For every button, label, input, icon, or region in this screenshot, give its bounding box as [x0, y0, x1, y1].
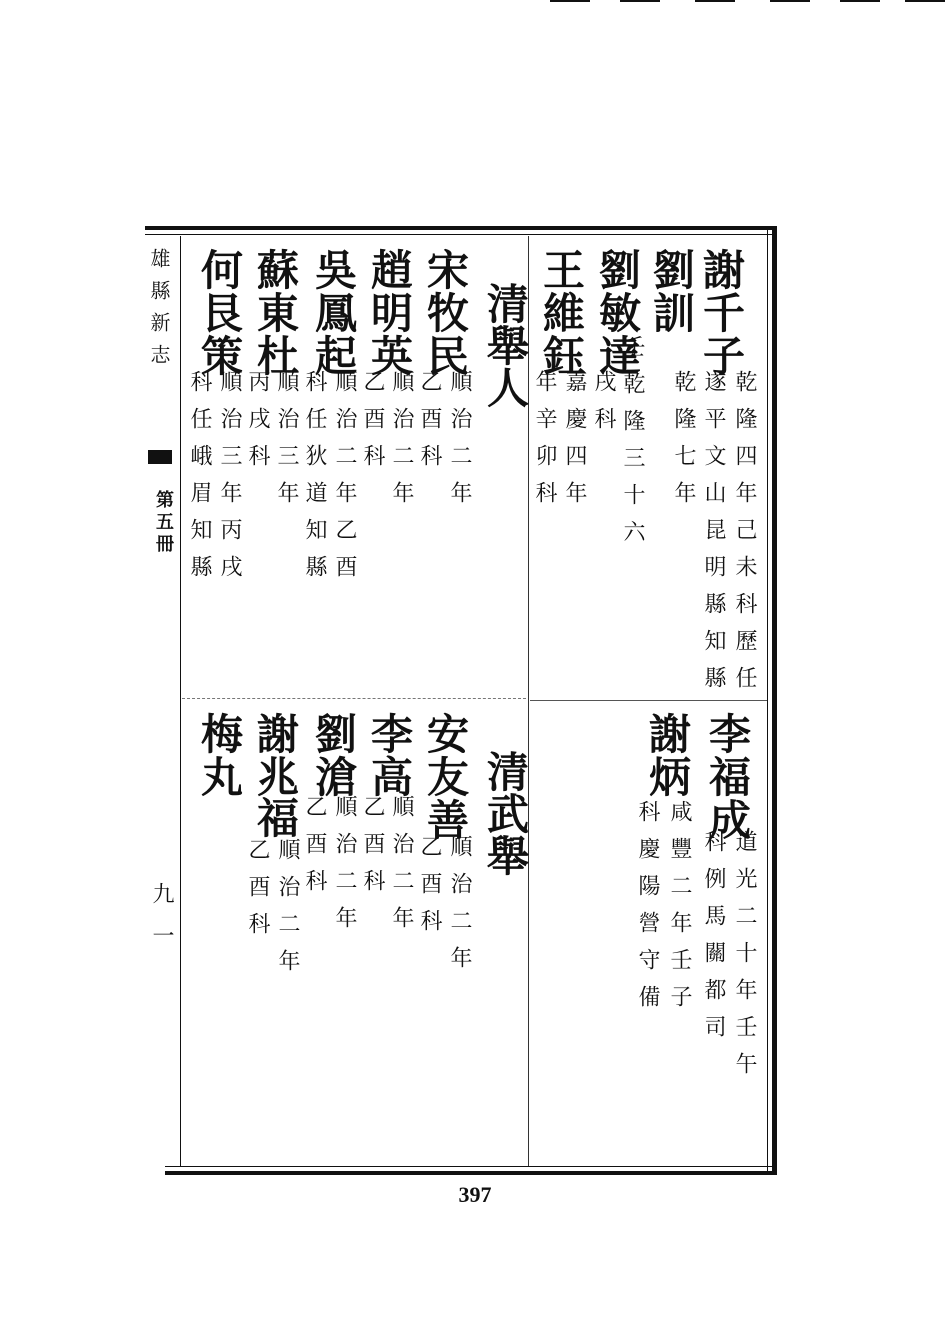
margin-line	[180, 236, 181, 1166]
name-li-gao: 李高	[365, 712, 414, 798]
name-wu-fengqi: 吳鳳起	[309, 248, 358, 377]
name-an-youshan: 安友善	[421, 712, 470, 841]
note-xie-zhaofu-b: 乙酉科	[245, 838, 270, 949]
frame-top-thin	[145, 234, 777, 235]
top-ornament-2	[620, 0, 660, 2]
note-zhao-mingying-b: 乙酉科	[360, 370, 385, 481]
name-xie-bing: 謝炳	[643, 712, 692, 798]
note-he-gence: 順治三年丙戌	[217, 370, 242, 592]
frame-right-thick	[772, 226, 777, 1175]
note-li-fucheng-b: 科例馬關都司	[701, 830, 726, 1052]
name-liu-cang: 劉滄	[309, 712, 358, 798]
note-liu-minda-b: 戌科	[591, 370, 616, 444]
note-zhao-mingying: 順治二年	[389, 370, 414, 518]
note-xie-zhaofu: 順治二年	[275, 838, 300, 986]
volume-label: 第五冊	[153, 490, 174, 556]
top-ornament-4	[770, 0, 810, 2]
top-ornament-6	[905, 0, 945, 2]
top-ornament-3	[695, 0, 735, 2]
fish-tail	[148, 450, 172, 464]
note-song-mumin-b: 乙酉科	[417, 370, 442, 481]
name-song-mumin: 宋牧民	[421, 248, 470, 377]
name-xie-zhaofu-tail: 福	[251, 796, 300, 839]
note-song-mumin: 順治二年	[447, 370, 472, 518]
note-wang-weiyu-b: 年辛卯科	[532, 370, 557, 518]
note-he-gence-b: 科任峨眉知縣	[187, 370, 212, 592]
name-liu-xun: 劉訓	[647, 248, 696, 334]
note-li-fucheng-a: 道光二十年壬午	[732, 830, 757, 1089]
top-ornament-5	[840, 0, 880, 2]
leaf-number: 九一	[149, 882, 174, 966]
note-xie-bing-a: 咸豐二年壬子	[667, 800, 692, 1022]
section-header-qing-wuju: 清武舉	[481, 750, 530, 876]
name-xie-zhaofu: 謝兆	[251, 712, 300, 798]
page-number: 397	[458, 1182, 492, 1207]
note-li-gao: 順治二年	[389, 795, 414, 943]
frame-top-thick	[145, 226, 777, 230]
note-liu-cang-b: 乙酉科	[302, 795, 327, 906]
note-su-dongdu: 順治三年	[274, 370, 299, 518]
frame-bottom-thin	[165, 1166, 777, 1167]
note-an-youshan: 順治二年	[447, 835, 472, 983]
note-liu-minda-a: 壬乾隆三十六	[620, 335, 645, 557]
name-wang-weiyu: 王維鈺	[537, 248, 586, 377]
note-su-dongdu-b: 丙戌科	[245, 370, 270, 481]
top-ornament-1	[550, 0, 590, 2]
note-liu-cang: 順治二年	[332, 795, 357, 943]
note-li-gao-b: 乙酉科	[360, 795, 385, 906]
note-xie-qianzi-a: 乾隆四年己未科歷任	[732, 370, 757, 703]
name-zhao-mingying: 趙明英	[365, 248, 414, 377]
name-mei-wan: 梅丸	[195, 712, 244, 798]
note-xie-qianzi-b: 遂平文山昆明縣知縣	[701, 370, 726, 703]
name-liu-minda: 劉敏達	[593, 248, 642, 377]
name-he-gence: 何艮策	[195, 248, 244, 377]
name-li-fucheng: 李福成	[703, 712, 752, 841]
note-wu-fengqi: 順治二年乙酉	[332, 370, 357, 592]
horizontal-divider-left	[182, 698, 526, 699]
note-wu-fengqi-b: 科任狄道知縣	[302, 370, 327, 592]
name-su-dongdu: 蘇東杜	[251, 248, 300, 377]
name-xie-qianzi: 謝千子	[697, 248, 746, 377]
note-liu-xun: 乾隆七年	[671, 370, 696, 518]
note-wang-weiyu-a: 嘉慶四年	[562, 370, 587, 518]
section-header-qing-juren: 清舉人	[481, 282, 530, 408]
book-title: 雄縣新志	[147, 248, 171, 376]
frame-bottom-thick	[165, 1171, 777, 1175]
frame-right-thin	[767, 230, 768, 1171]
note-an-youshan-b: 乙酉科	[417, 835, 442, 946]
note-xie-bing-b: 科慶陽營守備	[635, 800, 660, 1022]
